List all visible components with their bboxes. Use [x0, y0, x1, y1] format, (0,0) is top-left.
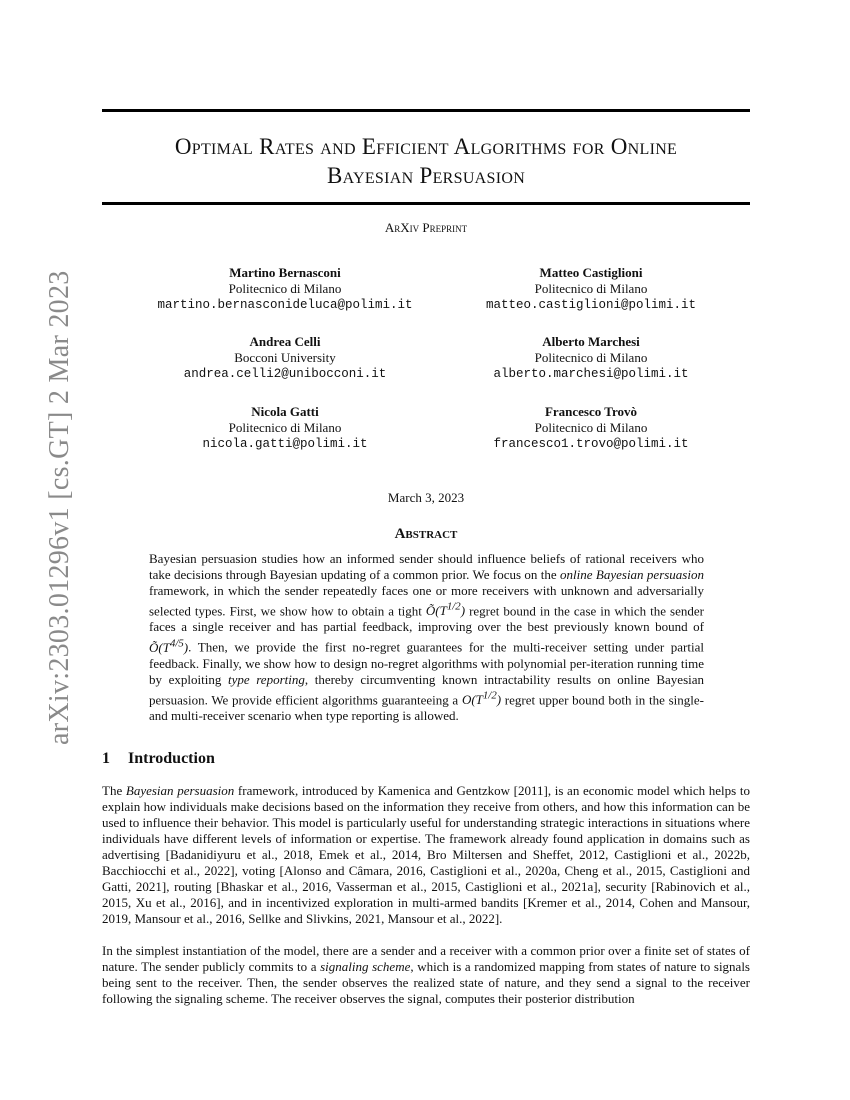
abstract-heading: Abstract	[394, 526, 458, 542]
author-affiliation: Politecnico di Milano	[228, 420, 342, 435]
section-title: Introduction	[128, 750, 215, 767]
abstract-emphasis: online Bayesian persuasion	[560, 567, 704, 582]
author-affiliation: Politecnico di Milano	[228, 281, 342, 296]
math-term: )	[183, 639, 189, 655]
abstract-text-run: regret upper bound both in the single- and multi-receiver scenario when type reporting is allowed.	[149, 691, 704, 723]
author-block	[120, 404, 450, 452]
paragraph-emphasis: Bayesian persuasion	[125, 783, 235, 798]
author-email[interactable]: andrea.celli2@unibocconi.it	[183, 367, 387, 381]
author-block	[120, 265, 450, 313]
author-block	[120, 334, 450, 382]
author-email[interactable]: nicola.gatti@polimi.it	[202, 437, 368, 451]
math-expression	[461, 689, 502, 707]
preprint-label: ArXiv Preprint	[384, 220, 468, 235]
intro-paragraph-2	[102, 943, 750, 1007]
paragraph-text-run: framework, introduced by Kamenica and Gentzkow [2011], is an economic model which helps to explain how individuals make decisions based on the information they receive from others, and how this information can be used to influence their behavior. This model is particularly useful for understanding strategic interactions in situations where individuals have different levels of information or expertise. The framework already found application in domains such as advertising [Badanidiyuru et al., 2018, Emek et al., 2014, Bro Miltersen and Sheffet, 2012, Castiglioni et al., 2022b, Bacchiocchi et al., 2022], voting [Alonso and Câmara, 2016, Castiglioni et al., 2020a, Cheng et al., 2015, Castiglioni and Gatti, 2021], routing [Bhaskar et al., 2016, Vasserman et al., 2015, Castiglioni et al., 2021a], security [Rabinovich et al., 2015, Xu et al., 2016], and in incentivized exploration in multi-armed bandits [Kremer et al., 2014, Cohen and Mansour, 2019, Mansour et al., 2016, Sellke and Slivkins, 2021, Mansour et al., 2022].	[102, 783, 750, 926]
author-affiliation: Politecnico di Milano	[534, 281, 648, 296]
abstract-text-run: Bayesian persuasion studies how an informed sender should influence beliefs of rational receivers who take decisions through Bayesian updating of a common prior. We focus on the	[149, 551, 704, 582]
section-number: 1	[102, 750, 110, 767]
math-exponent: 4/5	[169, 637, 184, 650]
math-exponent: 1/2	[446, 601, 461, 613]
author-block	[426, 334, 756, 382]
abstract-emphasis: type reporting	[227, 671, 305, 687]
arxiv-identifier: arXiv:2303.01296v1 [cs.GT] 2 Mar 2023	[44, 270, 75, 745]
author-email[interactable]: martino.bernasconideluca@polimi.it	[157, 298, 413, 312]
author-name: Francesco Trovò	[544, 404, 638, 419]
title-line-1: Optimal Rates and Efficient Algorithms for Online	[174, 134, 678, 159]
abstract-text-run: . Then, we provide the first no-regret guarantees for the multi-receiver setting under partial feedback. Finally, we show how to design no-regret algorithms with polynomial per-iteration running time by exploiting	[149, 639, 704, 687]
author-affiliation: Bocconi University	[234, 350, 336, 365]
title-top-rule	[102, 109, 750, 112]
paragraph-text-run: In the simplest instantiation of the model, there are a sender and a receiver with a common prior over a finite set of states of nature. The sender publicly commits to a	[102, 943, 750, 974]
math-term: )	[460, 603, 466, 619]
math-exponent: 1/2	[482, 689, 497, 702]
paper-date: March 3, 2023	[387, 490, 465, 505]
author-email[interactable]: matteo.castiglioni@polimi.it	[485, 298, 697, 312]
abstract-text-run: framework, in which the sender repeatedly faces one or more receivers with unknown and adversarially selected types. First, we show how to obtain a tight	[149, 583, 704, 619]
title-line-2: Bayesian Persuasion	[326, 163, 526, 188]
author-name: Nicola Gatti	[251, 404, 319, 419]
author-block	[426, 404, 756, 452]
author-name: Matteo Castiglioni	[539, 265, 643, 280]
paragraph-emphasis: signaling scheme	[320, 959, 411, 974]
author-name: Alberto Marchesi	[542, 334, 640, 349]
abstract-text-run: , thereby circumventing known intractability results on online Bayesian persuasion. We provide efficient algorithms guaranteeing a	[149, 671, 705, 707]
math-expression	[149, 637, 189, 655]
author-affiliation: Politecnico di Milano	[534, 420, 648, 435]
math-expression	[426, 603, 465, 618]
author-email[interactable]: francesco1.trovo@polimi.it	[493, 437, 689, 451]
author-affiliation: Politecnico di Milano	[534, 350, 648, 365]
paper-title	[102, 132, 750, 190]
title-bottom-rule	[102, 202, 750, 205]
author-name: Martino Bernasconi	[229, 265, 341, 280]
paragraph-text-run: , which is a randomized mapping from states of nature to signals being sent to the receiver. Then, the sender observes the realized state of nature, and they send a signal to the receiver following the signaling scheme. The receiver observes the signal, computes their posterior distribution	[102, 959, 750, 1006]
math-term: )	[496, 691, 502, 707]
math-term: Õ(T	[425, 603, 447, 619]
author-block	[426, 265, 756, 313]
math-term: Õ(T	[149, 639, 170, 655]
intro-paragraph-1	[102, 783, 750, 927]
abstract-text	[149, 551, 704, 724]
paragraph-text-run: The	[102, 783, 126, 798]
author-email[interactable]: alberto.marchesi@polimi.it	[493, 367, 689, 381]
math-term: O(T	[461, 691, 483, 707]
abstract-text-run: regret bound in the case in which the sender faces a single receiver and has partial feedback, improving over the best previously known bound of	[149, 603, 704, 635]
section-heading	[102, 750, 215, 768]
author-name: Andrea Celli	[249, 334, 321, 349]
